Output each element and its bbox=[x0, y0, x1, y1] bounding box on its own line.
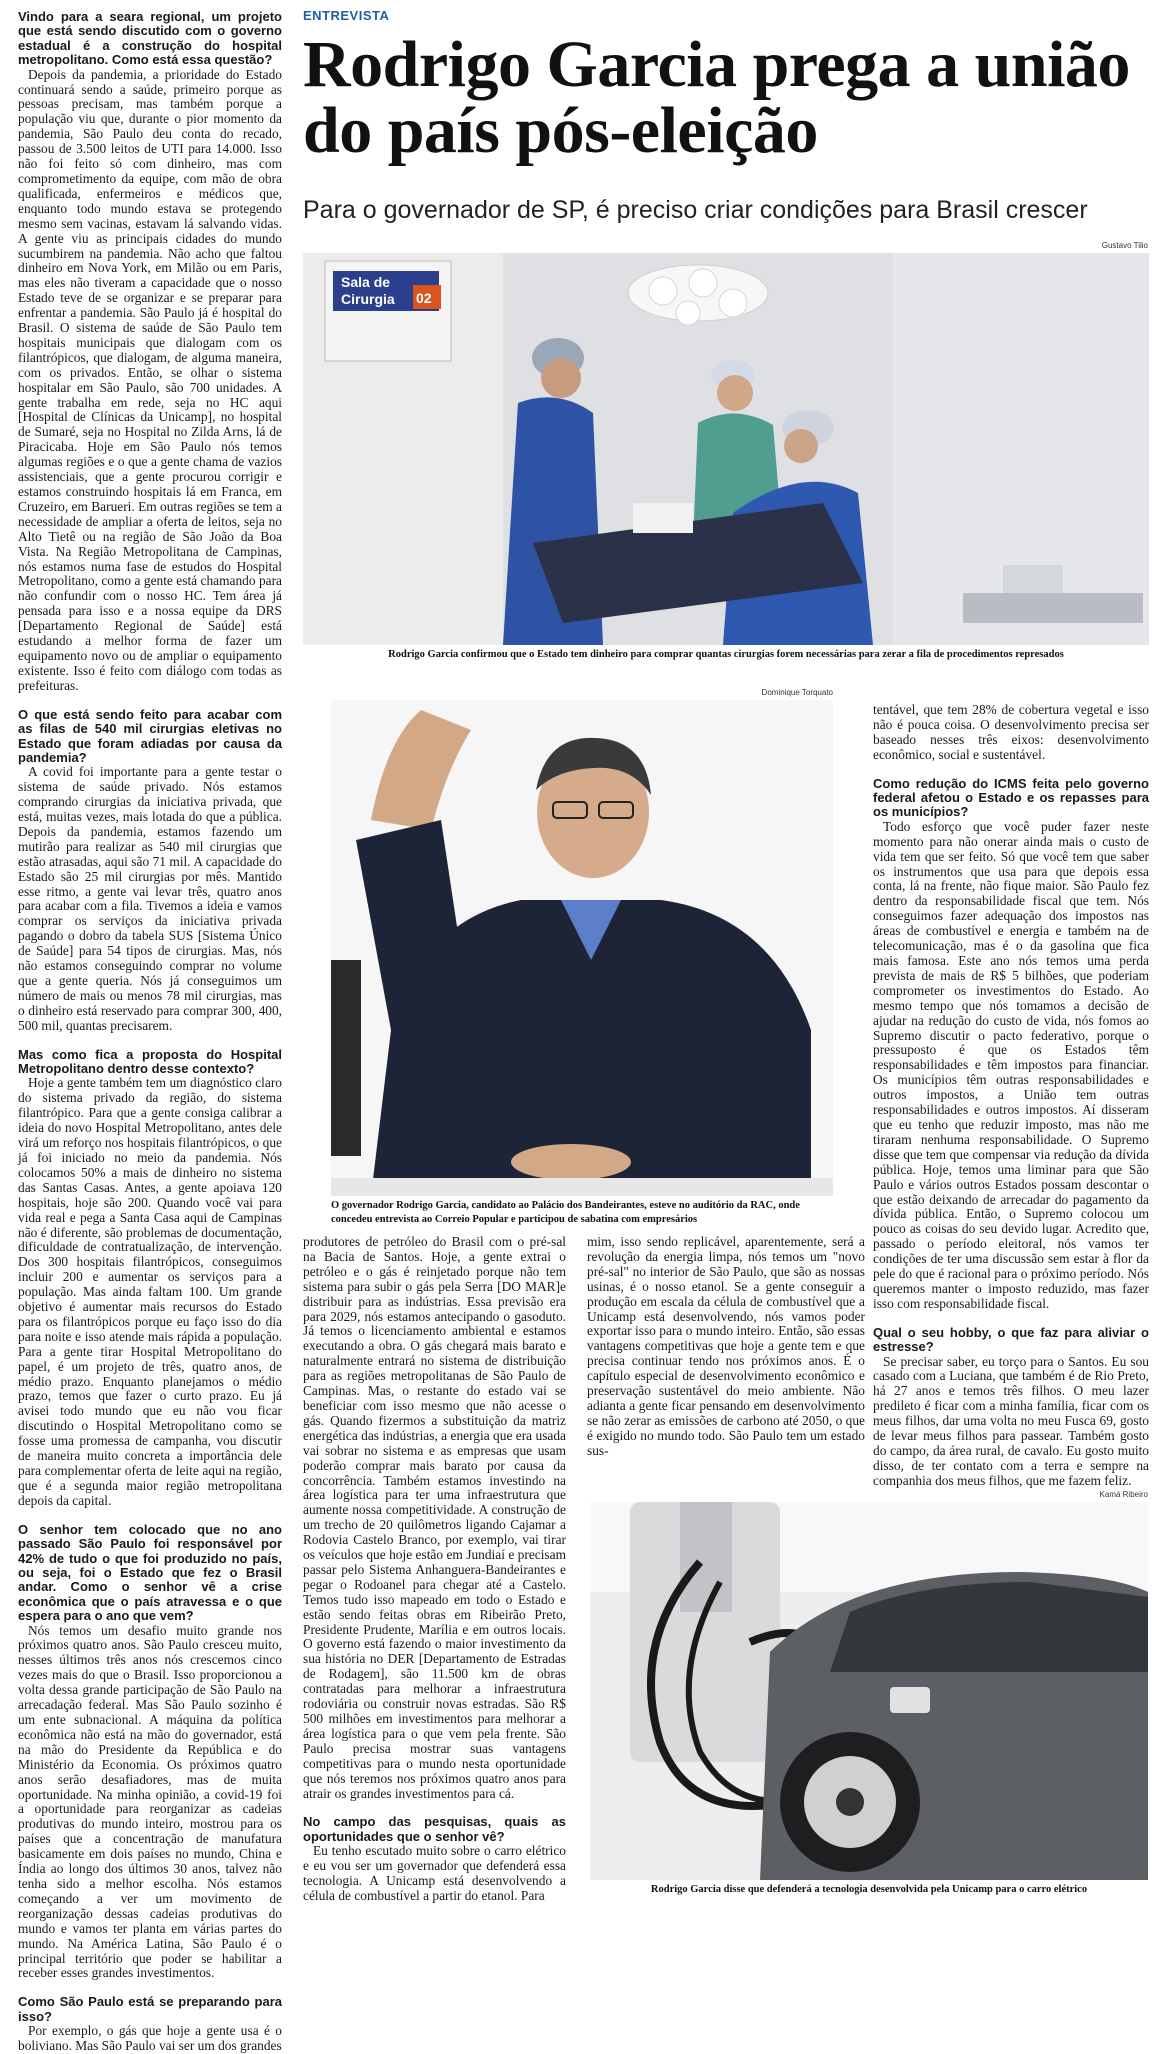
deck: Para o governador de SP, é preciso criar condições para Brasil crescer bbox=[303, 196, 1088, 224]
surgery-photo bbox=[303, 253, 1149, 645]
surgery-illustration bbox=[303, 253, 1149, 645]
interview-question: O senhor tem colocado que no ano passado São Paulo foi responsável por 42% de tudo o que foi produzido no país, ou seja, foi o Estado que fez o Brasil andar. Como o senhor vê a crise econômica que o país atravessa e o que espera para o ano que vem? bbox=[18, 1521, 282, 1624]
car-caption: Rodrigo Garcia disse que defenderá a tecnologia desenvolvida pela Unicamp para o carro elétrico bbox=[650, 1884, 1088, 1895]
interview-answer: Se precisar saber, eu torço para o Santos. Eu sou casado com a Luciana, que também é de Rio Preto, há 27 anos e temos três filhos. O meu lazer predileto é ficar com a minha família, ficar com os meus filhos, dar uma volta no meu Fusca 69, gosto de levar meus filhos para passear. Também gosto do campo, da área rural, de cavalo. Eu gosto muito disso, de ter contato com a terra e sempre na companhia dos meus filhos, que me fazem feliz. bbox=[873, 1353, 1149, 1488]
interview-question: Como redução do ICMS feita pelo governo federal afetou o Estado e os repasses para os municípios? bbox=[873, 775, 1149, 820]
portrait-photo bbox=[331, 700, 833, 1196]
photo-credit-portrait: Dominique Torquato bbox=[761, 688, 833, 697]
sign-text-2: Cirurgia bbox=[341, 291, 395, 307]
portrait-caption: O governador Rodrigo Garcia, candidato ao Palácio dos Bandeirantes, esteve no auditório da RAC, onde concedeu entrevista ao Correio Popular e participou de sabatina com empresários bbox=[331, 1200, 800, 1225]
photo-credit-surgery: Gustavo Tilio bbox=[1101, 241, 1148, 250]
car-illustration bbox=[590, 1502, 1148, 1880]
column-4 bbox=[873, 702, 1149, 1488]
portrait-illustration bbox=[331, 700, 833, 1196]
surgery-caption: Rodrigo Garcia confirmou que o Estado tem dinheiro para comprar quantas cirurgias forem necessárias para zerar a fila de procedimentos represados bbox=[388, 649, 1064, 660]
interview-answer: Eu tenho escutado muito sobre o carro elétrico e eu vou ser um governador que defenderá essa tecnologia. A Unicamp está desenvolvendo a célula de combustível a partir do etanol. Para bbox=[303, 1843, 566, 1903]
interview-answer: produtores de petróleo do Brasil com o pré-sal na Bacia de Santos. Hoje, a gente extrai o petróleo e o gás é reinjetado porque não tem sistema para subir o gás pela Serra [DO MAR]e distribuir para as indústrias. Essa previsão era para 2029, nós estamos antecipando o gasoduto. Já temos o licenciamento ambiental e estamos executando a obra. O gás chegará mais barato e naturalmente entrará no sistema de distribuição para as regiões metropolitanas de São Paulo de Campinas. Mas, o restante do estado vai se beneficiar com isso mesmo que não acesse o gás. Quando fizermos a substituição da matriz energética das indústrias, a energia que era usada vai sobrar no sistema e as empresas que usam poderão comprar mais barato por causa da concorrência. Também estamos investindo na área logística para ter uma infraestrutura que aumente nossa competitividade. A construção de um trecho de 20 quilômetros ligando Cajamar a Rodovia Castelo Branco, por exemplo, vai tirar os veículos que hoje estão em Jundiaí e precisam passar pelo Sistema Anhanguera-Bandeirantes e pegar o Rodoanel para chegar até a Castelo. Temos tudo isso mapeado em todo o Estado e estão sendo feitas obras em Ribeirão Preto, Presidente Prudente, Marília e em outros locais. O governo está fazendo o maior investimento da sua história no DER [Departamento de Estradas de Rodagem], são 11.500 km de obras contratadas para melhorar a infraestrutura rodoviária ou construir novas estradas. São R$ 500 milhões em investimentos para melhorar a área logística para o que vem pela frente. São Paulo precisa mostrar suas vantagens competitivas para o mundo nesta oportunidade que nós teremos nos próximos quatro anos para atrair os grandes investimentos para cá. bbox=[303, 1234, 566, 1801]
interview-answer: mim, isso sendo replicável, aparentemente, será a revolução da energia limpa, nós temos um "novo pré-sal" no interior de São Paulo, que são as nossas usinas, é o nosso etanol. Se a gente conseguir a produção em escala da célula de combustível que a Unicamp está desenvolvendo, nós vamos poder exportar isso para o mundo inteiro. Então, são essas vantagens competitivas que hoje a gente tem e que precisa continuar tendo nos próximos anos. É o capítulo especial de desenvolvimento econômico e preservação sustentável do meio ambiente. Não adianta a gente ficar pensando em desenvolvimento se não zerar as emissões de carbono até 2050, o que é exigido no mundo todo. São Paulo tem um estado sus- bbox=[587, 1234, 865, 1458]
interview-question: Como São Paulo está se preparando para isso? bbox=[18, 1994, 282, 2024]
interview-answer: tentável, que tem 28% de cobertura vegetal e isso não é pouca coisa. O desenvolvimento precisa ser baseado nesses três eixos: desenvolvimento econômico, social e sustentável. bbox=[873, 702, 1149, 762]
column-3 bbox=[587, 1235, 865, 1483]
interview-answer: A covid foi importante para a gente testar o sistema de saúde privado. Nós estamos comprando cirurgias da iniciativa privada, que está, muitas vezes, mais lotada do que a pública. Depois da pandemia, estamos fazendo um mutirão para realizar as 540 mil cirurgias que estão atrasadas, aqui são 71 mil. A capacidade do Estado são 25 mil cirurgias por mês. Mantido esse ritmo, a gente vai levar três, quatro anos para acabar com a fila. Tivemos a ideia e vamos comprar os serviços da iniciativa privada pagando o dobro da tabela SUS [Sistema Único de Saúde] para 54 tipos de cirurgias. Mas, nós não estamos conseguindo comprar no volume que a gente queria. Nós já conseguimos um número de mais ou menos 78 mil cirurgias, mas o dinheiro está reservado para comprar 300, 400, 500 mil, quantas precisarem. bbox=[18, 764, 282, 1033]
interview-answer: Hoje a gente também tem um diagnóstico claro do sistema privado da região, do sistema filantrópico. Para que a gente consiga calibrar a ideia do novo Hospital Metropolitano, antes dele virá um reforço nos hospitais filantrópicos, o que já foi iniciado no meio da pandemia. Nós colocamos 50% a mais de dinheiro no sistema das Santas Casas. Antes, a gente apoiava 120 hospitais, hoje são 200. Quando você vai para vida real e pega a Santa Casa aqui de Campinas não é diferente, são problemas de documentação, dificuldade de contratualização, de intervenção. Dos 300 hospitais filantrópicos, conseguimos incluir 200 e aumentar os serviços para a população. Mas ainda faltam 100. Um grande objetivo é aumentar mais recursos do Estado para os filantrópicos porque eu faço isso do dia para noite e isso atende mais rápida a população. Para a gente tirar Hospital Metropolitano do papel, é um projeto de três, quatro anos, de médio prazo. Enquanto planejamos o médio prazo, temos que fazer o curto prazo. Eu já avisei todo mundo que eu não vou ficar discutindo o Hospital Metropolitano como se fosse uma promessa de campanha, vou discutir de maneira muito concreta a importância dele para complementar oferta de leite aqui na região, que é a segunda maior região metropolitana depois da capital. bbox=[18, 1075, 282, 1508]
interview-question: Mas como fica a proposta do Hospital Metropolitano dentro desse contexto? bbox=[18, 1046, 282, 1077]
interview-answer: Todo esforço que você puder fazer neste momento para não onerar ainda mais o custo de vida tem que ser feito. Só que você tem que saber os instrumentos que usa para que depois essa conta, lá na frente, não fique maior. São Paulo fez dentro da responsabilidade fiscal que tem. Nós conseguimos fazer adequação dos impostos nas áreas de combustível e energia e também na de telecomunicação, mas é o da gasolina que fica mais famosa. Este ano nós temos uma perda prevista de mais de R$ 5 bilhões, que poderiam comprometer os investimentos do Estado. Ao mesmo tempo que nós tomamos a decisão de ajudar na redução do custo de vida, nós fomos ao Supremo discutir o pacto federativo, porque o pressuposto é que os Estados têm responsabilidades e têm impostos para financiar. Os municípios têm outras responsabilidades e outros impostos, a União tem outras responsabilidades e outros impostos. Aí disseram que eu tenho que reduzir imposto, mas não me tiraram nenhuma responsabilidade. O Supremo disse que tem que compensar via redução da dívida pública. Hoje, temos uma liminar para que São Paulo e vários outros Estados possam descontar o que estão deixando de arrecadar do pagamento da dívida pública. Então, o Supremo colocou um pouco as coisas do seu devido lugar. Acredito que, passado o período eleitoral, nós vamos ter condições de ter uma discussão sem estar à flor da pele do que é racional para o próximo período. Nós queremos manter o imposto reduzido, mas fazer isso com responsabilidade fiscal. bbox=[873, 818, 1149, 1311]
sign-number: 02 bbox=[416, 290, 432, 306]
interview-question: O que está sendo feito para acabar com as filas de 540 mil cirurgias eletivas no Estado que foram adiadas por causa da pandemia? bbox=[18, 706, 282, 765]
interview-question: Vindo para a seara regional, um projeto que está sendo discutido com o governo estadual é a construção do hospital metropolitano. Como está essa questão? bbox=[18, 9, 282, 68]
sign-text-1: Sala de bbox=[341, 274, 391, 290]
photo-credit-car: Kamá Ribeiro bbox=[1099, 1490, 1148, 1499]
interview-answer: Por exemplo, o gás que hoje a gente usa é o boliviano. Mas São Paulo vai ser um dos grandes bbox=[18, 2023, 282, 2054]
column-2 bbox=[303, 1235, 566, 1901]
car-photo bbox=[590, 1502, 1148, 1880]
interview-question: Qual o seu hobby, o que faz para aliviar o estresse? bbox=[873, 1324, 1149, 1355]
interview-answer: Depois da pandemia, a prioridade do Estado continuará sendo a saúde, primeiro porque as pessoas precisam, mas também porque a população viu que, durante o pior momento da pandemia, São Paulo deu conta do recado, passou de 3.500 leitos de UTI para 14.000. Isso não foi feito só com dinheiro, mas com comprometimento da equipe, com mão de obra qualificada, enfermeiros e médicos que, enquanto todo mundo estava se protegendo mesmo sem vacinas, estavam lá salvando vidas. A gente viu as principais cidades do mundo sucumbirem na pandemia. Não acho que faltou dinheiro em Nova York, em Milão ou em Paris, mas eles não tiveram a capacidade que o nosso Estado teve de se organizar e se preparar para enfrentar a pandemia. São Paulo já é hospital do Brasil. O sistema de saúde de São Paulo tem hospitais municipais que dialogam com os filantrópicos, que dialogam, de alguma maneira, com os privados. Então, se olhar o sistema hospitalar em São Paulo, são 700 unidades. A gente trabalha em rede, seja no HC aqui [Hospital de Clínicas da Unicamp], no hospital de Sumaré, seja no Hospital no Zilda Arns, lá de Piracicaba. Hoje em São Paulo nós temos algumas regiões e o que a gente chama de vazios assistenciais, que a gente procurou corrigir e estamos construindo hospitais lá em Franca, em Cruzeiro, em Barueri. Em outras regiões se tem a necessidade de ampliar a oferta de leitos, seja no Alto Tietê ou na região de São João da Boa Vista. Na Região Metropolitana de Campinas, nós estamos numa fase de estudos do Hospital Metropolitano, como a gente está chamando para não confundir com o nosso HC. Tem área já pensada para isso e a nossa equipe da DRS [Departamento Regional de Saúde] está estudando a melhor forma de fazer um equipamento novo ou de ampliar o equipamento existente. Isso é feito com diálogo com todas as prefeituras. bbox=[18, 66, 283, 693]
section-kicker: ENTREVISTA bbox=[303, 8, 390, 23]
interview-answer: Nós temos um desafio muito grande nos próximos quatro anos. São Paulo cresceu muito, nesses últimos três anos nós crescemos cinco vezes mais do que o Brasil. Isso proporcionou a volta dessa grande participação de São Paulo na arrecadação federal. Mas São Paulo sozinho é um ente subnacional. A máquina da política econômica não está na mão do governador, está na mão do Presidente da República e do Ministério da Economia. Os próximos quatro anos serão desafiadores, mas de muita oportunidade. Na minha opinião, a covid-19 foi a oportunidade para reorganizar as cadeias produtivas do mundo inteiro, mostrou para os países que a concentração de manufatura basicamente em dois países no mundo, China e Índia ao longo dos últimos 30 anos, talvez não tenha sido a melhor escolha. Nós estamos começando a ver um movimento de reorganização dessas cadeias produtivas do mundo e vamos ter planta em várias partes do mundo. Na América Latina, São Paulo é o principal território que poder se habilitar a receber esses grandes investimentos. bbox=[18, 1622, 282, 1981]
column-1 bbox=[18, 9, 283, 2054]
interview-question: No campo das pesquisas, quais as oportunidades que o senhor vê? bbox=[303, 1814, 566, 1844]
headline: Rodrigo Garcia prega a união do país pós-eleição bbox=[303, 28, 1130, 167]
